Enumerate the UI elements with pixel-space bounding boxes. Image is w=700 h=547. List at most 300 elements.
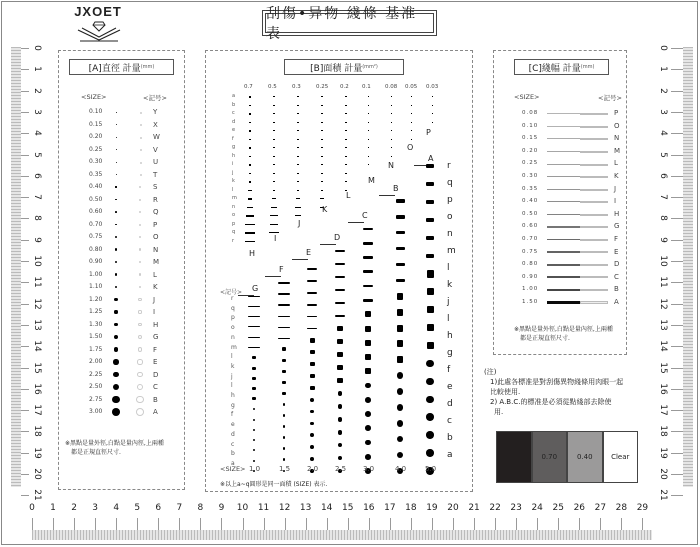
area-mark <box>363 285 373 288</box>
area-mark <box>426 182 434 186</box>
panel-c-row <box>494 121 624 132</box>
black-dot <box>115 286 118 289</box>
bottom-ruler-tick <box>74 518 75 530</box>
notes-heading: (注) <box>484 368 497 376</box>
left-ruler-number: 8 <box>32 215 42 222</box>
area-mark <box>273 105 274 106</box>
area-mark <box>345 105 346 106</box>
white-dot <box>139 273 142 276</box>
symbol-letter: P <box>614 109 619 117</box>
area-mark <box>397 293 404 300</box>
area-mark <box>249 147 251 149</box>
area-mark <box>396 199 405 202</box>
top-size-label: 0.05 <box>405 84 418 90</box>
area-mark <box>391 139 392 140</box>
group-label: H <box>249 249 256 258</box>
area-mark <box>249 130 251 132</box>
symbol-letter: H <box>153 320 159 329</box>
row-letter: c <box>232 110 235 116</box>
black-line <box>547 138 580 139</box>
area-mark <box>397 356 404 363</box>
area-mark <box>297 173 298 174</box>
area-mark <box>426 164 434 168</box>
symbol-letter: N <box>614 134 620 143</box>
area-mark <box>426 449 433 456</box>
symbol-letter: C <box>614 272 619 281</box>
group-label: P <box>426 128 431 137</box>
white-dot <box>138 335 142 339</box>
black-line <box>547 214 580 215</box>
group-underline <box>292 259 308 260</box>
panel-a-row <box>59 331 189 343</box>
area-mark <box>365 311 371 317</box>
bottom-ruler-tick <box>432 518 433 530</box>
area-mark <box>338 404 343 409</box>
left-ruler-number: 17 <box>32 404 42 416</box>
panel-c-row <box>494 297 624 308</box>
bottom-row-letter: c <box>231 440 235 448</box>
area-mark <box>368 122 369 123</box>
area-mark <box>345 164 346 165</box>
bottom-ruler-tick <box>116 518 117 530</box>
bottom-ruler-number: 3 <box>92 503 98 513</box>
area-mark <box>396 231 405 234</box>
bottom-ruler-number: 20 <box>447 503 459 513</box>
group-label: F <box>279 265 284 274</box>
area-mark <box>335 302 345 304</box>
top-size-label: 0.1 <box>362 84 371 90</box>
size-value: 0.50 <box>522 210 539 217</box>
area-mark <box>397 340 404 347</box>
area-mark <box>397 436 404 443</box>
symbol-letter: A <box>614 298 619 306</box>
area-mark <box>246 215 254 217</box>
right-ruler-number: 16 <box>658 383 668 395</box>
panel-c-row <box>494 284 624 295</box>
right-letter: j <box>447 297 450 307</box>
area-mark <box>248 190 251 192</box>
bottom-ruler-number: 22 <box>489 503 501 513</box>
area-mark <box>396 279 405 282</box>
panel-c-row <box>494 171 624 182</box>
area-mark <box>411 139 412 140</box>
area-mark <box>310 410 314 414</box>
group-underline <box>348 222 364 223</box>
row-letter: r <box>232 237 235 244</box>
left-ruler-number: 21 <box>32 489 42 502</box>
area-mark <box>282 359 287 363</box>
black-dot <box>114 298 117 301</box>
left-ruler-tick <box>21 240 29 241</box>
size-value: 0.90 <box>89 258 103 265</box>
black-dot <box>113 384 120 391</box>
left-ruler-tick <box>21 48 29 49</box>
area-mark <box>427 324 434 332</box>
row-letter: n <box>232 203 236 210</box>
size-value: 0.15 <box>522 135 539 142</box>
area-mark <box>368 139 369 140</box>
row-letter: j <box>232 169 234 176</box>
area-mark <box>391 147 392 148</box>
area-mark <box>249 105 251 107</box>
area-mark <box>310 398 314 402</box>
area-mark <box>248 326 260 327</box>
area-mark <box>363 242 373 245</box>
panel-a-row <box>59 294 189 306</box>
white-line <box>580 126 608 128</box>
white-dot <box>138 347 143 352</box>
symbol-letter: G <box>153 333 159 341</box>
white-dot <box>137 359 142 364</box>
size-value: 1.00 <box>522 286 539 293</box>
size-value: 0.40 <box>522 198 539 205</box>
area-mark <box>338 430 343 435</box>
symbol-letter: M <box>153 258 160 266</box>
group-label: D <box>334 233 341 242</box>
black-dot <box>114 347 119 352</box>
area-mark <box>310 386 315 391</box>
right-letter: h <box>447 331 453 341</box>
left-ruler-tick <box>21 453 29 454</box>
bottom-ruler-number: 1 <box>50 503 56 513</box>
bottom-ruler-tick <box>179 518 180 530</box>
black-line <box>547 176 580 177</box>
area-mark <box>297 130 298 131</box>
panel-a-row <box>59 106 189 118</box>
panel-c-row <box>494 196 624 207</box>
bottom-ruler-number: 4 <box>113 503 120 513</box>
top-size-label: 0.7 <box>244 84 253 90</box>
area-mark <box>397 372 404 379</box>
area-mark <box>248 337 260 338</box>
area-mark <box>278 327 289 328</box>
area-mark <box>321 173 322 174</box>
white-line <box>580 189 608 191</box>
black-line <box>547 151 580 152</box>
bottom-row-letter: q <box>231 304 235 312</box>
area-mark <box>426 218 434 222</box>
black-dot <box>114 323 117 326</box>
group-label: B <box>393 184 399 193</box>
right-ruler-tick <box>671 91 683 92</box>
bottom-ruler-number: 15 <box>342 503 354 513</box>
area-mark <box>345 122 346 123</box>
area-mark <box>253 419 255 421</box>
right-ruler-tick <box>671 495 683 496</box>
area-mark <box>365 368 371 374</box>
symbol-letter: U <box>153 158 159 166</box>
area-mark <box>345 147 346 148</box>
bottom-row-letter: h <box>231 392 235 399</box>
symbol-letter: T <box>153 170 158 179</box>
right-ruler-number: 20 <box>658 468 668 480</box>
area-mark <box>396 215 405 218</box>
bottom-row-letter: p <box>231 314 235 322</box>
area-mark <box>426 200 434 204</box>
area-mark <box>432 113 433 114</box>
black-dot <box>115 273 118 276</box>
bottom-ruler-number: 10 <box>236 503 249 513</box>
area-mark <box>307 304 318 306</box>
size-value: 0.60 <box>522 223 539 230</box>
bottom-ruler-number: 23 <box>510 503 522 513</box>
right-ruler-tick <box>671 389 683 390</box>
bottom-ruler-tick <box>221 518 222 530</box>
area-mark <box>310 433 314 437</box>
bottom-row-letter: m <box>231 343 237 351</box>
area-mark <box>253 429 255 431</box>
area-mark <box>297 147 298 148</box>
bottom-row-letter: k <box>231 362 235 370</box>
left-ruler-number: 12 <box>32 297 42 310</box>
panel-a-note-line2: 都是正規直徑尺寸. <box>71 449 121 456</box>
symbol-letter: I <box>614 197 617 206</box>
bottom-ruler-tick <box>137 518 138 530</box>
size-value: 0.20 <box>522 147 539 154</box>
black-line <box>547 226 580 227</box>
bottom-ruler-number: 9 <box>218 503 225 513</box>
area-mark <box>249 122 251 124</box>
group-underline <box>320 244 336 245</box>
left-ruler-number: 7 <box>32 194 42 200</box>
area-mark <box>273 139 274 140</box>
area-mark <box>365 383 371 389</box>
white-dot <box>140 162 142 164</box>
area-mark <box>337 339 343 344</box>
area-mark <box>272 198 276 199</box>
panel-c-row <box>494 221 624 232</box>
bottom-ruler-tick <box>495 518 496 530</box>
right-ruler-tick <box>671 155 683 156</box>
black-dot <box>115 224 117 226</box>
area-mark <box>282 392 287 396</box>
area-mark <box>253 449 255 451</box>
area-mark <box>283 425 286 428</box>
size-value: 0.10 <box>89 108 103 115</box>
panel-c-line-width <box>493 50 627 355</box>
left-ruler-tick <box>21 325 29 326</box>
row-letter: m <box>232 195 237 201</box>
symbol-letter: F <box>614 235 619 243</box>
white-dot <box>139 261 141 263</box>
bottom-ruler-tick <box>285 518 286 530</box>
area-mark <box>391 105 392 106</box>
size-value: 0.30 <box>89 158 103 165</box>
right-ruler-number: 13 <box>658 319 668 331</box>
area-mark <box>249 164 251 166</box>
group-label: G <box>252 284 259 293</box>
right-ruler-number: 1 <box>658 66 668 73</box>
area-mark <box>338 391 343 396</box>
area-mark <box>310 374 315 379</box>
black-dot <box>115 261 117 263</box>
group-label: I <box>274 234 277 243</box>
area-mark <box>368 130 369 131</box>
area-mark <box>321 122 322 123</box>
panel-a-row <box>59 281 189 293</box>
area-mark <box>252 397 256 400</box>
left-ruler-number: 0 <box>32 45 42 51</box>
area-mark <box>248 198 253 200</box>
row-letter: h <box>232 152 236 159</box>
left-ruler-number: 1 <box>32 66 42 73</box>
area-mark <box>345 96 346 97</box>
right-ruler-tick <box>671 176 683 177</box>
row-letter: o <box>232 212 236 218</box>
white-dot <box>140 149 142 151</box>
right-letter: e <box>447 382 453 392</box>
black-dot <box>116 112 117 113</box>
bottom-ruler-number: 19 <box>426 503 438 513</box>
left-ruler-tick <box>21 261 29 262</box>
area-mark <box>270 215 277 216</box>
left-ruler-tick <box>21 197 29 198</box>
right-ruler-number: 2 <box>658 87 668 94</box>
area-mark <box>365 397 371 403</box>
size-value: 0.50 <box>89 195 103 203</box>
right-ruler-number: 15 <box>658 361 668 374</box>
white-dot <box>140 112 142 114</box>
bottom-ruler-tick <box>537 518 538 530</box>
area-mark <box>345 181 346 182</box>
bottom-ruler-number: 24 <box>531 503 543 513</box>
title-box <box>262 6 437 42</box>
area-mark <box>411 130 412 131</box>
bottom-ruler-number: 16 <box>363 503 375 513</box>
black-dot <box>115 248 117 250</box>
area-mark <box>282 347 287 351</box>
group-label: N <box>388 161 394 170</box>
black-dot <box>116 149 117 150</box>
left-ruler-tick <box>21 69 29 70</box>
white-line <box>580 151 608 153</box>
area-mark <box>391 122 392 123</box>
bottom-size-value: 1.5 <box>279 465 291 473</box>
row-letter: l <box>232 186 234 193</box>
symbol-letter: D <box>614 260 620 269</box>
white-dot <box>137 384 144 391</box>
area-mark <box>310 362 315 367</box>
size-value: 0.35 <box>522 185 539 192</box>
size-value: 1.25 <box>89 308 103 315</box>
bottom-row-letter: n <box>231 333 235 341</box>
panel-c-row <box>494 184 624 195</box>
symbol-letter: V <box>153 145 158 154</box>
panel-a-col-size: <SIZE> <box>81 93 107 101</box>
area-mark <box>278 338 289 339</box>
right-ruler-tick <box>671 431 683 432</box>
area-mark <box>273 156 274 157</box>
bottom-size-value: 2.0 <box>307 465 319 473</box>
left-ruler-number: 13 <box>32 319 42 331</box>
area-mark <box>397 404 404 411</box>
left-ruler-tick <box>21 389 29 390</box>
right-ruler-tick <box>671 133 683 134</box>
bottom-ruler-number: 11 <box>257 503 270 513</box>
right-letter: p <box>447 195 453 205</box>
size-value: 0.80 <box>89 245 103 253</box>
white-line <box>580 276 608 278</box>
panel-a-row <box>59 144 189 156</box>
size-value: 0.20 <box>89 133 103 140</box>
area-mark <box>249 139 251 141</box>
area-mark <box>345 130 346 131</box>
black-line <box>547 189 580 190</box>
size-value: 1.50 <box>89 333 103 340</box>
black-dot <box>114 335 118 339</box>
area-mark <box>363 256 373 259</box>
black-line <box>547 276 580 278</box>
area-mark <box>338 443 343 448</box>
group-label: J <box>298 219 301 228</box>
black-line <box>547 264 580 266</box>
area-mark <box>397 325 404 332</box>
area-mark <box>335 263 345 265</box>
area-mark <box>321 96 322 97</box>
black-dot <box>116 124 117 125</box>
area-mark <box>252 356 256 359</box>
area-mark <box>307 328 318 330</box>
area-mark <box>345 173 346 174</box>
white-dot <box>139 248 141 250</box>
right-letter: r <box>447 161 451 171</box>
left-ruler-number: 19 <box>32 446 42 459</box>
bottom-ruler-tick <box>264 518 265 530</box>
black-dot <box>116 137 117 138</box>
right-letter: f <box>447 365 451 375</box>
panel-b-note: ※以上a~q圓形是同一面積 (SIZE) 表示. <box>220 481 328 488</box>
area-mark <box>273 190 276 191</box>
area-mark <box>321 147 322 148</box>
panel-b-unit: (mm²) <box>362 64 378 70</box>
right-ruler-tick <box>671 240 683 241</box>
left-ruler-number: 15 <box>32 361 42 374</box>
area-mark <box>426 360 433 367</box>
left-ruler-number: 2 <box>32 87 42 94</box>
black-dot <box>115 211 117 213</box>
bottom-ruler-tick <box>53 518 54 530</box>
left-ruler-tick <box>21 91 29 92</box>
bottom-ruler-tick <box>516 518 517 530</box>
area-mark <box>271 207 277 208</box>
bottom-ruler <box>32 530 652 540</box>
notes-line2b: 用. <box>494 408 504 416</box>
bottom-ruler-tick <box>453 518 454 530</box>
panel-c-row <box>494 146 624 157</box>
panel-a-row <box>59 244 189 256</box>
area-mark <box>297 164 298 165</box>
left-ruler-tick <box>21 176 29 177</box>
area-mark <box>321 139 322 140</box>
group-underline <box>379 195 395 196</box>
bottom-size-value: 3.0 <box>363 465 375 473</box>
gray-swatch: 0.40 <box>567 431 603 483</box>
bottom-ruler-tick <box>369 518 370 530</box>
right-letter: k <box>447 280 453 290</box>
area-mark <box>295 215 302 216</box>
right-ruler-number: 7 <box>658 194 668 200</box>
bottom-ruler-tick <box>243 518 244 530</box>
page-title: 刮傷•异物 綫條 基准表 <box>265 13 434 33</box>
bottom-size-value: 5.0 <box>425 465 437 473</box>
symbol-letter: F <box>153 345 158 354</box>
panel-a-row <box>59 131 189 143</box>
size-value: 0.75 <box>522 248 539 255</box>
white-dot <box>138 298 141 301</box>
area-mark <box>321 130 322 131</box>
panel-a-row <box>59 119 189 131</box>
area-mark <box>297 113 298 114</box>
